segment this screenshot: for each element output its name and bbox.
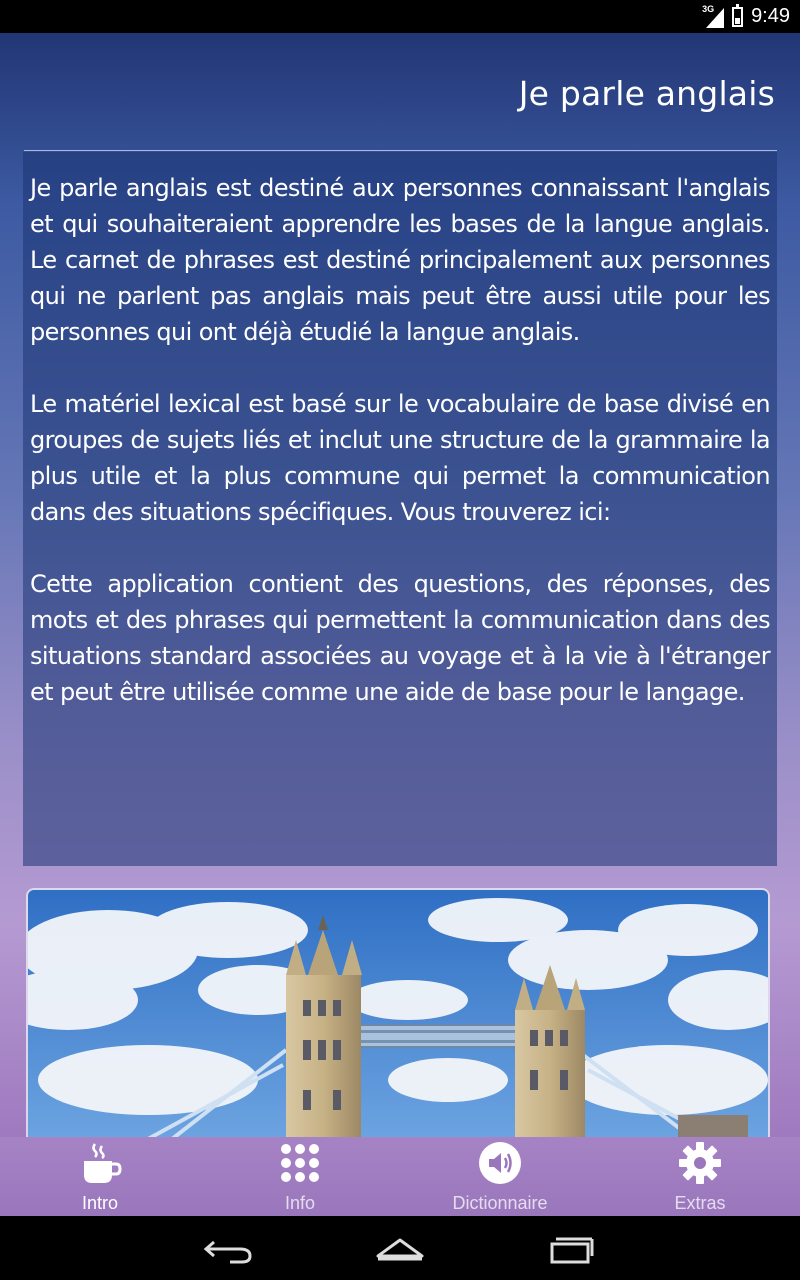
tower-bridge-photo: [26, 888, 770, 1148]
grid-icon: [278, 1141, 322, 1185]
tab-extras[interactable]: [600, 1137, 800, 1216]
tab-dictionnaire-label: Dictionnaire: [452, 1193, 548, 1213]
speaker-icon: [478, 1141, 522, 1185]
system-nav-bar: [0, 1216, 800, 1280]
tab-intro-label: Intro: [81, 1193, 119, 1213]
intro-text-panel: [23, 152, 777, 866]
intro-paragraph-3: Cette application contient des questions, des réponses, des mots et des phrases qui permettent la communication dans des situations standard associées au voyage et à la vie à l'étranger et peut être utilisée comme une aide de base pour le langage.: [30, 570, 770, 706]
signal-icon: [702, 3, 724, 28]
intro-paragraph-2: Le matériel lexical est basé sur le vocabulaire de base divisé en groupes de sujets liés et inclut une structure de la grammaire la plus utile et la plus commune qui permet la communication dans des situations spécifiques. Vous trouverez ici:: [30, 390, 770, 526]
intro-paragraph-1: Je parle anglais est destiné aux personnes connaissant l'anglais et qui souhaiteraient apprendre les bases de la langue anglais. Le carnet de phrases est destiné principalement aux personnes qui ne parlent pas anglais mais peut être aussi utile pour les personnes qui ont déjà étudié la langue anglais.: [30, 174, 770, 346]
battery-icon: [732, 7, 743, 27]
back-icon[interactable]: [200, 1234, 260, 1264]
bottom-tab-bar: [0, 1137, 800, 1216]
gear-icon: [678, 1141, 722, 1185]
tab-info-label: Info: [284, 1193, 316, 1213]
coffee-cup-icon: [78, 1141, 122, 1185]
recents-icon[interactable]: [540, 1234, 600, 1264]
title-divider: [24, 150, 777, 151]
home-icon[interactable]: [370, 1234, 430, 1264]
page-title: Je parle anglais: [518, 74, 775, 113]
network-type: 3G: [702, 3, 715, 14]
tab-extras-label: Extras: [674, 1193, 726, 1213]
tab-info[interactable]: [200, 1137, 400, 1216]
status-bar: [0, 0, 800, 33]
status-icons: [702, 4, 790, 29]
tab-dictionnaire[interactable]: [400, 1137, 600, 1216]
tab-intro[interactable]: [0, 1137, 200, 1216]
status-time: 9:49: [751, 5, 790, 27]
